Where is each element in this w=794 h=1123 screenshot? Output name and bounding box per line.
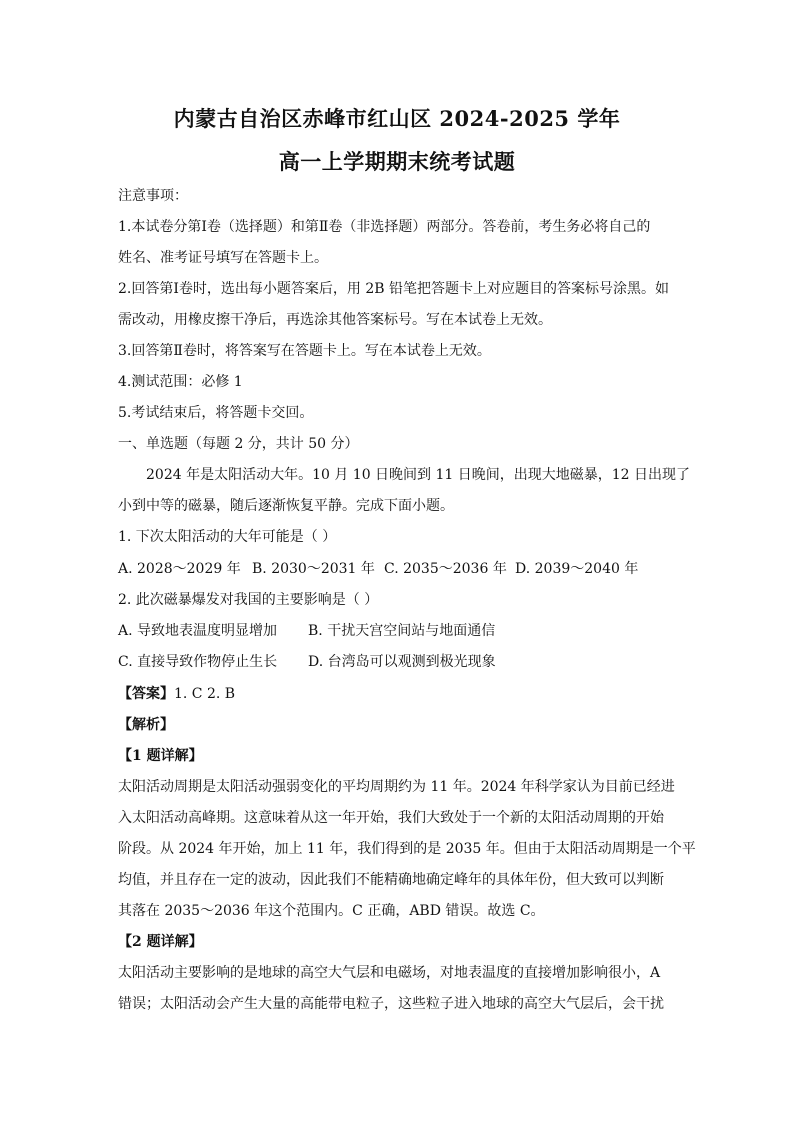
q2-option-d: D. 台湾岛可以观测到极光现象 (308, 654, 496, 670)
q2-option-b: B. 干扰天宫空间站与地面通信 (308, 623, 496, 639)
section-heading: 一、单选题（每题 2 分，共计 50 分） (118, 436, 359, 452)
q2-option-a: A. 导致地表温度明显增加 (118, 623, 278, 639)
detail-1-line: 太阳活动周期是太阳活动强弱变化的平均周期约为 11 年。2024 年科学家认为目前已经进 (118, 779, 675, 795)
answer-label: 【答案】 (118, 686, 174, 702)
notice-line: 5.考试结束后，将答题卡交回。 (118, 405, 314, 421)
detail-1-line: 均值，并且存在一定的波动，因此我们不能精确地确定峰年的具体年份，但大致可以判断 (118, 872, 664, 888)
exam-title-line2: 高一上学期期末统考试题 (278, 149, 516, 174)
passage-line: 2024 年是太阳活动大年。10 月 10 日晚间到 11 日晚间，出现大地磁暴，12 日出现了 (146, 467, 691, 483)
detail-1-line: 入太阳活动高峰期。这意味着从这一年开始，我们大致处于一个新的太阳活动周期的开始 (118, 810, 664, 826)
passage-line: 小到中等的磁暴，随后逐渐恢复平静。完成下面小题。 (118, 498, 454, 514)
detail-2-line: 错误；太阳活动会产生大量的高能带电粒子，这些粒子进入地球的高空大气层后，会干扰 (118, 996, 664, 1012)
q1-option-a: A. 2028～2029 年 (118, 561, 241, 577)
answer-row (118, 684, 678, 704)
q1-option-d: D. 2039～2040 年 (515, 561, 639, 577)
notice-heading: 注意事项： (118, 188, 188, 204)
q1-option-c: C. 2035～2036 年 (384, 561, 507, 577)
exam-title-line1: 内蒙古自治区赤峰市红山区 2024-2025 学年 (173, 106, 621, 131)
detail-1-heading: 【1 题详解】 (118, 748, 203, 764)
detail-2-line: 太阳活动主要影响的是地球的高空大气层和电磁场，对地表温度的直接增加影响很小，A (118, 965, 661, 981)
q1-option-b: B. 2030～2031 年 (252, 561, 375, 577)
answer-value: 1. C 2. B (174, 686, 236, 702)
analysis-label: 【解析】 (118, 717, 174, 733)
question-2-stem: 2. 此次磁暴爆发对我国的主要影响是（ ） (118, 592, 379, 608)
notice-line: 1.本试卷分第Ⅰ卷（选择题）和第Ⅱ卷（非选择题）两部分。答卷前，考生务必将自己的 (118, 219, 651, 235)
notice-line: 2.回答第Ⅰ卷时，选出每小题答案后，用 2B 铅笔把答题卡上对应题目的答案标号涂黑。如 (118, 281, 669, 297)
question-1-stem: 1. 下次太阳活动的大年可能是（ ） (118, 529, 337, 545)
detail-1-line: 阶段。从 2024 年开始，加上 11 年，我们得到的是 2035 年。但由于太阳活动周期是一个平 (118, 841, 696, 857)
notice-line: 姓名、准考证号填写在答题卡上。 (118, 250, 328, 266)
detail-2-heading: 【2 题详解】 (118, 934, 203, 950)
detail-1-line: 其落在 2035～2036 年这个范围内。C 正确，ABD 错误。故选 C。 (118, 903, 545, 919)
notice-line: 需改动，用橡皮擦干净后，再选涂其他答案标号。写在本试卷上无效。 (118, 312, 552, 328)
notice-line: 4.测试范围：必修 1 (118, 374, 243, 390)
q2-option-c: C. 直接导致作物停止生长 (118, 654, 278, 670)
notice-line: 3.回答第Ⅱ卷时，将答案写在答题卡上。写在本试卷上无效。 (118, 343, 491, 359)
